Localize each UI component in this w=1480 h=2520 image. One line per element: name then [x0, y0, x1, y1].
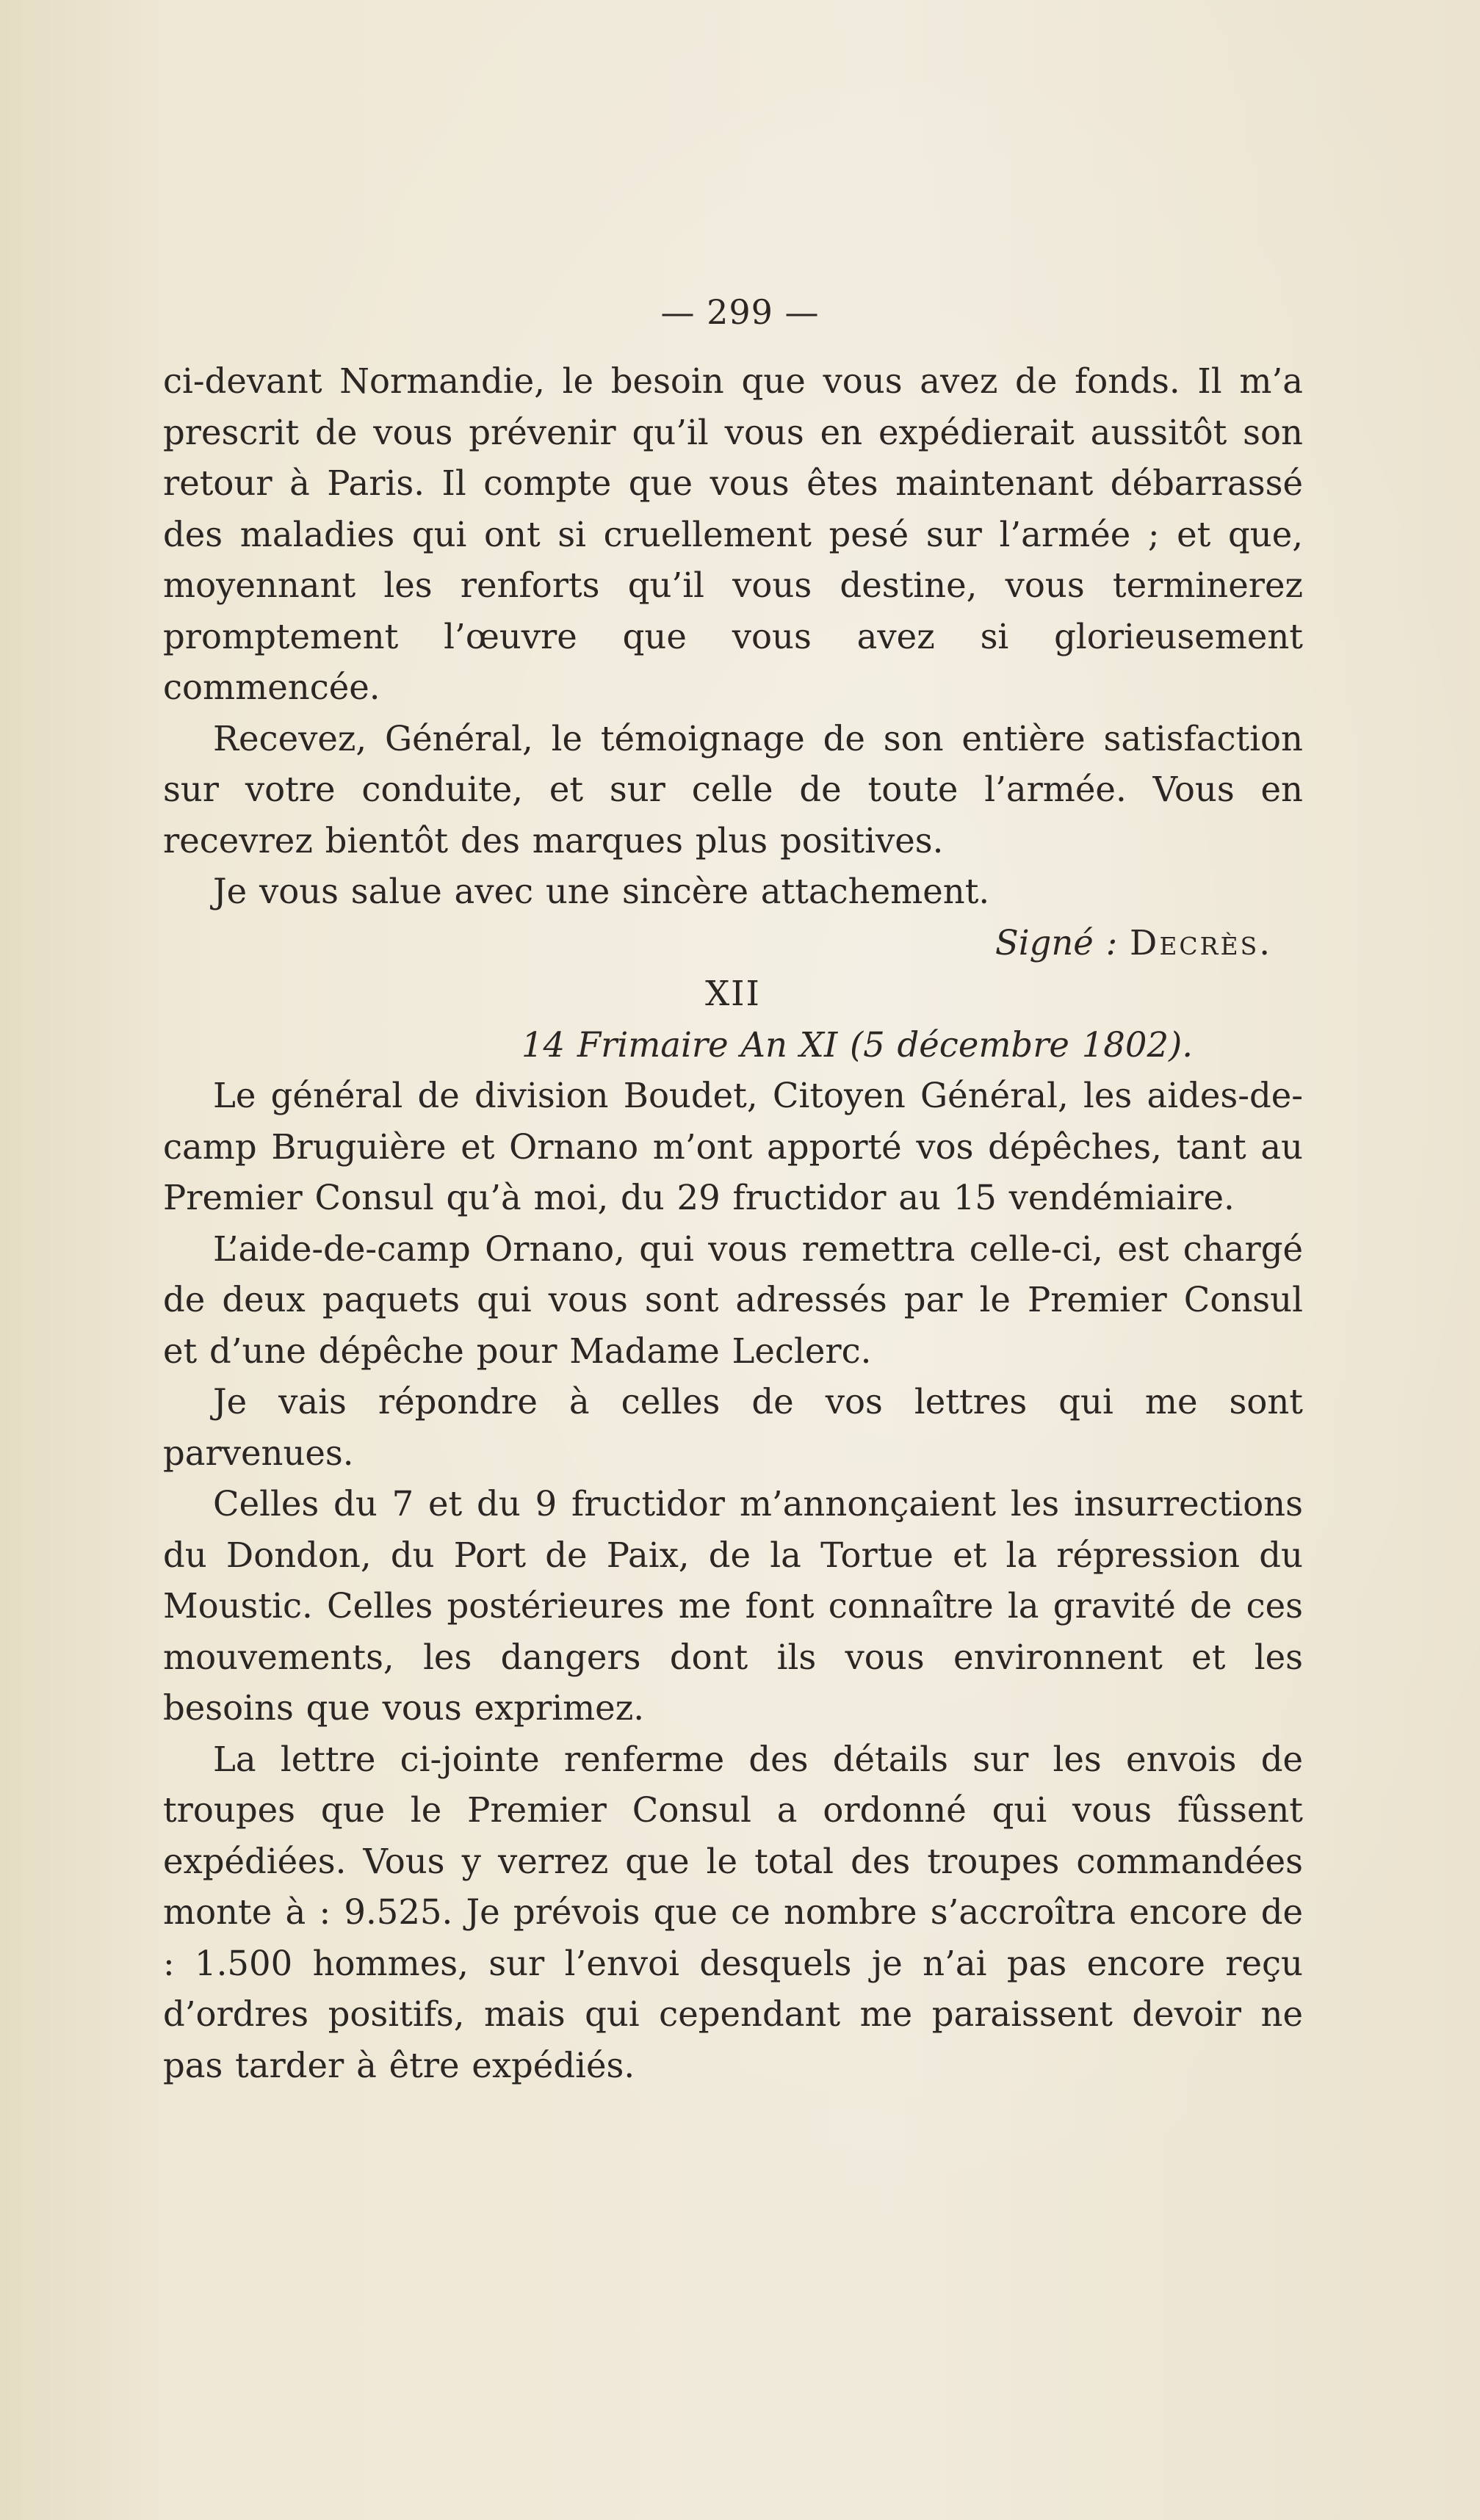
signature-label: Signé :	[995, 922, 1118, 963]
paragraph: Je vous salue avec une sincère attachement.	[213, 872, 990, 911]
signature	[163, 918, 1303, 969]
paragraph: Je vais répondre à celles de vos lettres qui me sont parvenues.	[163, 1382, 1303, 1473]
letter-body	[163, 356, 1303, 2091]
paragraph: ci-devant Normandie, le besoin que vous avez de fonds. Il m’a prescrit de vous prévenir qu’il vous en expédierait aussitôt son retour à Paris. Il compte que vous êtes maintenant débarrassé des maladies qui ont si cruellement pesé sur l’armée ; et que, moyennant les renforts qu’il vous destine, vous terminerez promptement l’œuvre que vous avez si glorieusement commencée.	[163, 361, 1303, 707]
paragraph: Recevez, Général, le témoignage de son entière satisfaction sur votre conduite, et sur celle de toute l’armée. Vous en recevrez bientôt des marques plus positives.	[163, 718, 1303, 861]
paragraph: La lettre ci-jointe renferme des détails sur les envois de troupes que le Premier Consul a ordonné qui vous fûssent expédiées. Vous y verrez que le total des troupes commandées monte à : 9.525. Je prévois que ce nombre s’accroîtra encore de : 1.500 hommes, sur l’envoi desquels je n’ai pas encore reçu d’ordres positifs, mais qui cependant me paraissent devoir ne pas tarder à être expédiés.	[163, 1739, 1303, 2085]
paragraph: Le général de division Boudet, Citoyen Général, les aides-de-camp Bruguière et Ornano m’ont apporté vos dépêches, tant au Premier Consul qu’à moi, du 29 fructidor au 15 vendémiaire.	[163, 1076, 1303, 1217]
date-line: 14 Frimaire An XI (5 décembre 1802).	[521, 1024, 1193, 1065]
signature-name: Decrès.	[1130, 922, 1272, 963]
page-number: — 299 —	[660, 292, 820, 332]
section-number: XII	[705, 974, 761, 1013]
paragraph: L’aide-de-camp Ornano, qui vous remettra celle-ci, est chargé de deux paquets qui vous sont adressés par le Premier Consul et d’une dépêche pour Madame Leclerc.	[163, 1228, 1303, 1371]
paragraph: Celles du 7 et du 9 fructidor m’annonçaient les insurrections du Dondon, du Port de Paix, de la Tortue et la répression du Moustic. Celles postérieures me font connaître la gravité de ces mouvements, les dangers dont ils vous environnent et les besoins que vous exprimez.	[163, 1484, 1303, 1728]
